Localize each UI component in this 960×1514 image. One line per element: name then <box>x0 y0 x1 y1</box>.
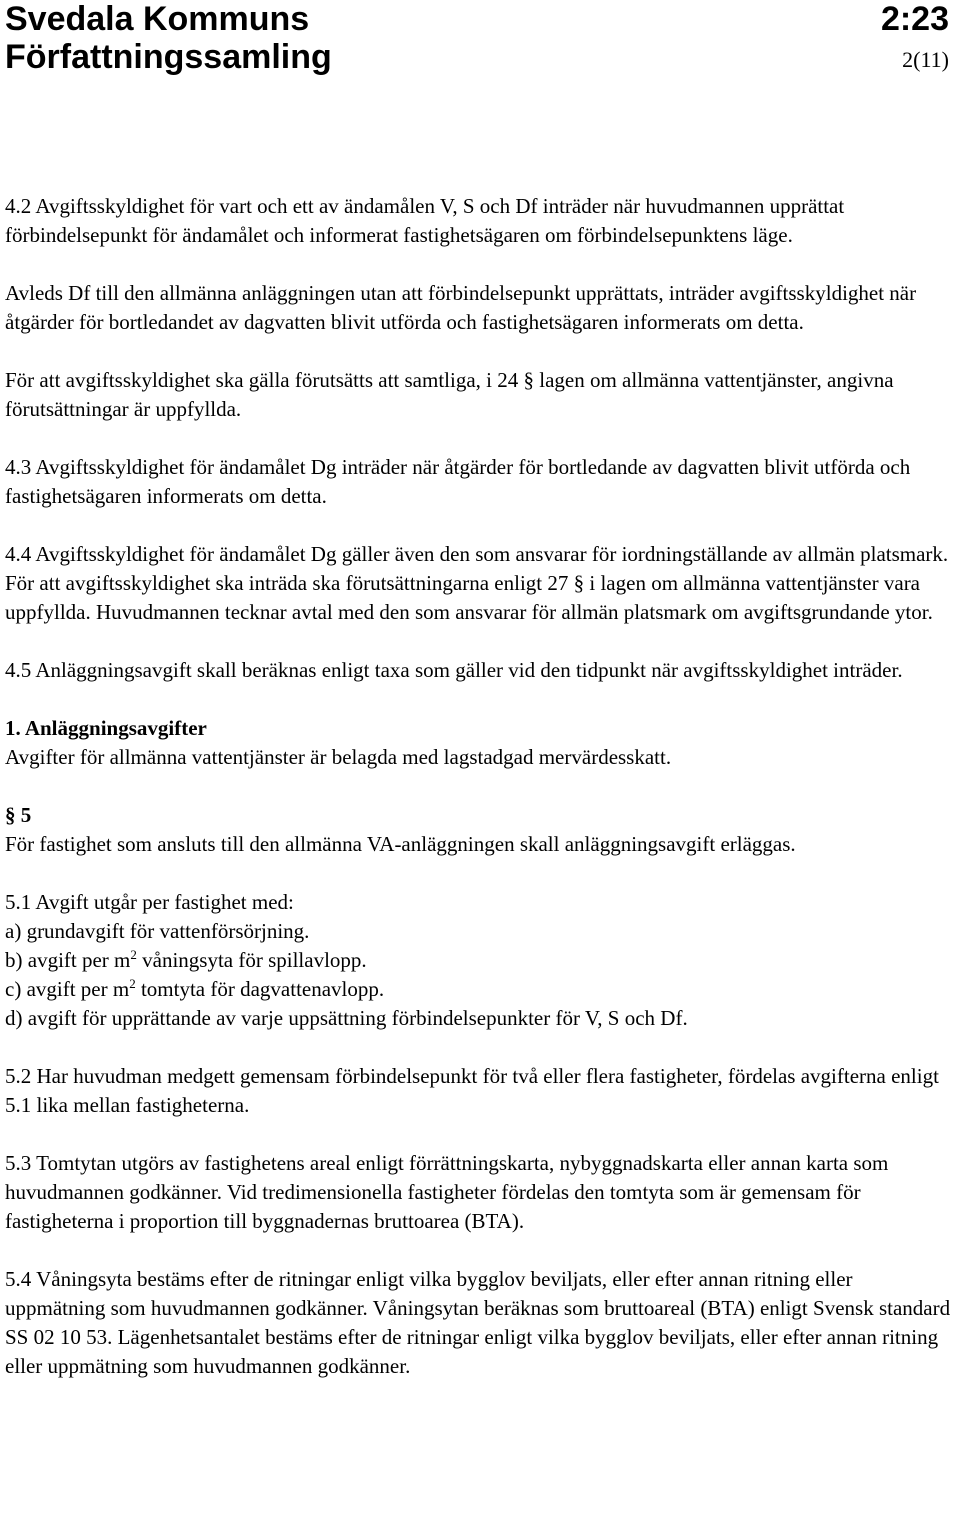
paragraph-moms: Avgifter för allmänna vattentjänster är belagda med lagstadgad mervärdesskatt. <box>5 745 672 769</box>
paragraph-5-2: 5.2 Har huvudman medgett gemensam förbindelsepunkt för två eller flera fastigheter, fördelas avgifterna enligt 5.1 lika mellan fastigheterna. <box>5 1064 939 1117</box>
paragraph-symbol: § <box>5 803 16 827</box>
paragraph-symbol: § <box>573 571 585 595</box>
header-right <box>881 0 949 74</box>
list-item-c: c) avgift per $m^2$ tomtyta för dagvattenavlopp. <box>5 976 385 1001</box>
list-item-a: a) grundavgift för vattenförsörjning. <box>5 919 310 943</box>
paragraph-4-4: 4.4 Avgiftsskyldighet för ändamålet Dg gäller även den som ansvarar för iordningställande av allmän platsmark. För att avgiftsskyldighet ska inträda ska förutsättningarna enligt 27 § i lagen om allmänna vattentjänster vara uppfyllda. Huvudmannen tecknar avtal med den som ansvarar för allmän platsmark om avgiftsgrundande ytor. <box>5 542 949 624</box>
paragraph-5: För fastighet som ansluts till den allmänna VA-anläggningen skall anläggningsavgift erläggas. <box>5 832 796 856</box>
paragraph-5-3: 5.3 Tomtytan utgörs av fastighetens areal enligt förrättningskarta, nybyggnadskarta eller annan karta som huvudmannen godkänner. Vid tredimensionella fastigheter fördelas den tomtyta som är gemensam för fastigheterna i proportion till byggnadernas bruttoarea (BTA). <box>5 1151 889 1233</box>
paragraph-24: För att avgiftsskyldighet ska gälla förutsätts att samtliga, i 24 § lagen om allmänna vattentjänster, angivna förutsättningar är uppfyllda. <box>5 368 894 421</box>
section-heading-5: § 5 <box>5 803 32 827</box>
paragraph-4-2: 4.2 Avgiftsskyldighet för vart och ett av ändamålen V, S och Df inträder när huvudmannen upprättat förbindelsepunkt för ändamålet och informerat fastighetsägaren om förbindelsepunktens läge. <box>5 194 845 247</box>
publication-title <box>5 0 332 76</box>
collection-name: Författningssamling <box>5 38 332 76</box>
paragraph-symbol: § <box>523 368 534 392</box>
page-indicator: 2(11) <box>902 47 949 72</box>
paragraph-df: Avleds Df till den allmänna anläggningen utan att förbindelsepunkt upprättats, inträder avgiftsskyldighet när åtgärder för bortledandet av dagvatten blivit utförda och fastighetsägaren informerats om detta. <box>5 281 917 334</box>
list-item-d: d) avgift för upprättande av varje uppsättning förbindelsepunkter för V, S och Df. <box>5 1006 688 1030</box>
paragraph-4-3: 4.3 Avgiftsskyldighet för ändamålet Dg inträder när åtgärder för bortledande av dagvatten blivit utförda och fastighetsägaren informerats om detta. <box>5 455 911 508</box>
heading-anlaggningsavgifter: 1. Anläggningsavgifter <box>5 716 207 740</box>
org-name: Svedala Kommuns <box>5 0 310 38</box>
paragraph-4-5: 4.5 Anläggningsavgift skall beräknas enligt taxa som gäller vid den tidpunkt när avgiftsskyldighet inträder. <box>5 658 903 682</box>
page-header <box>5 0 949 90</box>
list-item-b: b) avgift per $m^2$ våningsyta för spillavlopp. <box>5 947 367 972</box>
paragraph-5-4: 5.4 Våningsyta bestäms efter de ritningar enligt vilka bygglov beviljats, eller efter annan ritning eller uppmätning som huvudmannen godkänner. Våningsytan beräknas som bruttoareal (BTA) enligt Svensk standard SS 02 10 53. Lägenhetsantalet bestäms efter de ritningar enligt vilka bygglov beviljats, eller efter annan ritning eller uppmätning som huvudmannen godkänner. <box>5 1267 951 1378</box>
paragraph-5-1: 5.1 Avgift utgår per fastighet med: <box>5 890 294 914</box>
document-body <box>5 192 953 1381</box>
section-number: 2:23 <box>880 0 949 38</box>
